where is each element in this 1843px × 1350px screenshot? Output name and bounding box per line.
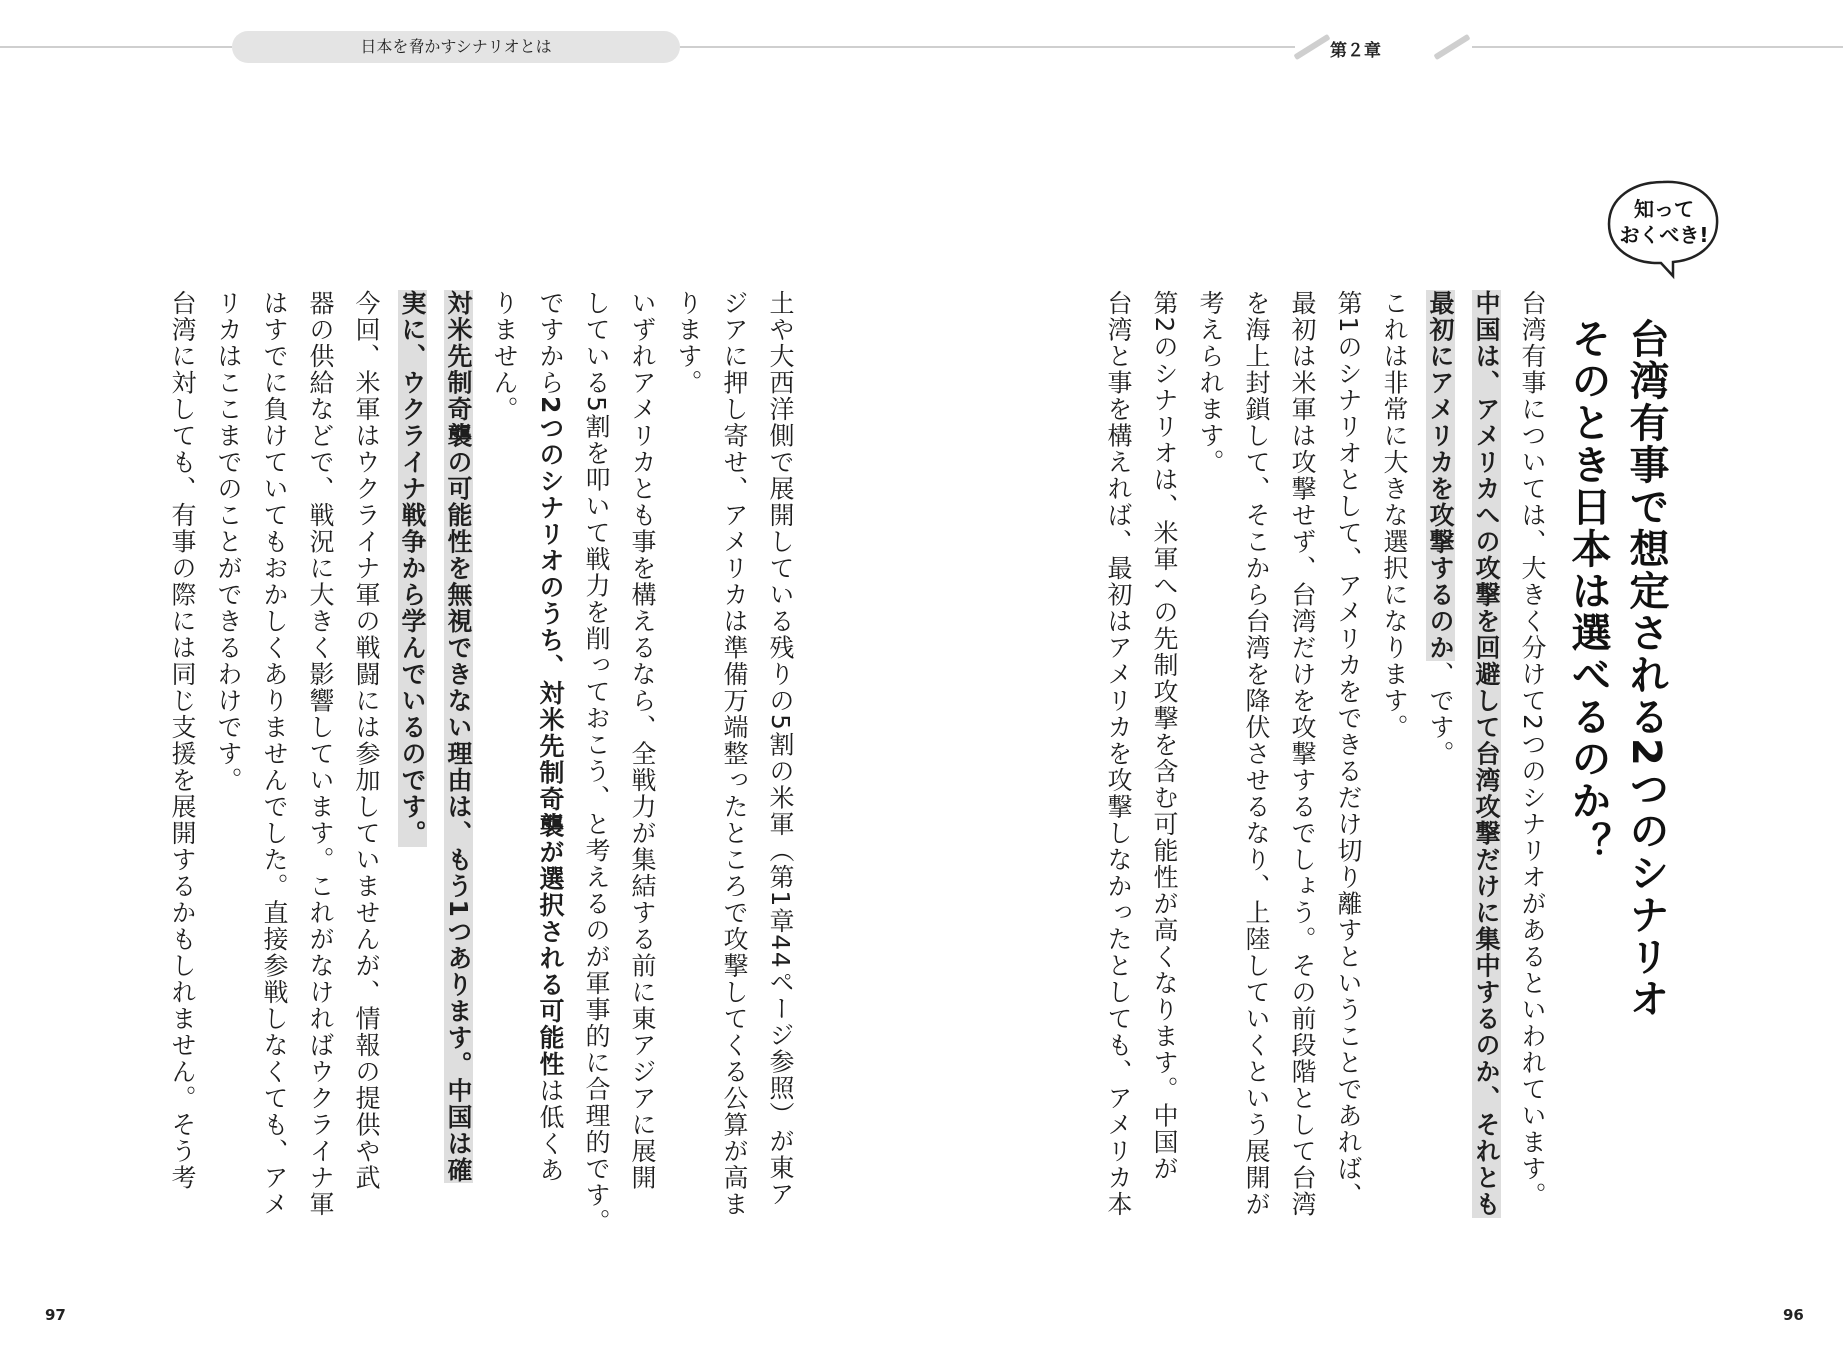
running-header-chapter: 第２章 xyxy=(1330,41,1381,61)
body-text: リカはここまでのことができるわけです。 xyxy=(214,290,243,794)
title-line-1: 台湾有事で想定される2つのシナリオ xyxy=(1623,318,1669,1020)
text-line xyxy=(1509,290,1555,1218)
header-slash-right xyxy=(1433,34,1470,60)
bold-text: 2つのシナリオのうち、対米先制奇襲が選択される可能性 xyxy=(536,396,565,1078)
text-line xyxy=(389,290,435,1235)
header-rule-left xyxy=(0,46,232,48)
highlighted-text: 実に、ウクライナ戦争から学んでいるのです。 xyxy=(398,290,427,847)
title-line-2: そのとき日本は選べるのか？ xyxy=(1565,318,1611,864)
article-title xyxy=(1559,318,1675,1020)
header-slash-left xyxy=(1293,34,1330,60)
body-text: 土や大西洋側で展開している残りの5割の米軍（第1章44ページ参照）が東ア xyxy=(766,290,795,1208)
highlighted-text: 中国は、アメリカへの攻撃を回避して台湾攻撃だけに集中するのか、それとも xyxy=(1472,290,1501,1218)
left-page-body xyxy=(159,290,803,1235)
body-text: ですから xyxy=(536,290,565,396)
text-line xyxy=(1233,290,1279,1218)
body-text: している5割を叩いて戦力を削っておこう、と考えるのが軍事的に合理的です。 xyxy=(582,290,611,1235)
body-text: はすでに負けていてもおかしくありませんでした。直接参戦しなくても、アメ xyxy=(260,290,289,1218)
badge-text xyxy=(1612,196,1716,248)
text-line xyxy=(343,290,389,1235)
header-rule-right xyxy=(1472,46,1843,48)
text-line xyxy=(619,290,665,1235)
text-line xyxy=(527,290,573,1235)
text-line xyxy=(1325,290,1371,1218)
text-line xyxy=(1141,290,1187,1218)
body-text: ジアに押し寄せ、アメリカは準備万端整ったところで攻撃してくる公算が高ま xyxy=(720,290,749,1218)
text-line xyxy=(297,290,343,1235)
body-text: これは非常に大きな選択になります。 xyxy=(1380,290,1409,741)
highlighted-text: 最初にアメリカを攻撃するのか xyxy=(1426,290,1455,661)
text-line xyxy=(251,290,297,1235)
body-text: 台湾有事については、大きく分けて2つのシナリオがあるといわれています。 xyxy=(1518,290,1547,1209)
badge-line-1: 知って xyxy=(1634,197,1694,221)
body-text: 台湾と事を構えれば、最初はアメリカを攻撃しなかったとしても、アメリカ本 xyxy=(1104,290,1133,1218)
page-number-left: 97 xyxy=(45,1306,66,1324)
text-line xyxy=(1187,290,1233,1218)
body-text: 第2のシナリオは、米軍への先制攻撃を含む可能性が高くなります。中国が xyxy=(1150,290,1179,1182)
text-line xyxy=(1279,290,1325,1218)
header-rule-middle xyxy=(680,46,1295,48)
text-line xyxy=(1371,290,1417,1218)
highlighted-text: 対米先制奇襲の可能性を無視できない理由は、もう1つあります。中国は確 xyxy=(444,290,473,1184)
body-text: 最初は米軍は攻撃せず、台湾だけを攻撃するでしょう。その前段階として台湾 xyxy=(1288,290,1317,1218)
text-line xyxy=(1417,290,1463,1218)
body-text: 、です。 xyxy=(1426,661,1455,767)
body-text: を海上封鎖して、そこから台湾を降伏させるなり、上陸していくという展開が xyxy=(1242,290,1271,1218)
body-text: ります。 xyxy=(674,290,703,396)
body-text: いずれアメリカとも事を構えるなら、全戦力が集結する前に東アジアに展開 xyxy=(628,290,657,1191)
body-text: 器の供給などで、戦況に大きく影響しています。これがなければウクライナ軍 xyxy=(306,290,335,1218)
page-number-right: 96 xyxy=(1783,1306,1804,1324)
running-header-section-title: 日本を脅かすシナリオとは xyxy=(232,31,680,63)
body-text: 第1のシナリオとして、アメリカをできるだけ切り離すということであれば、 xyxy=(1334,290,1363,1209)
right-page-body xyxy=(1095,290,1555,1218)
body-text: 今回、米軍はウクライナ軍の戦闘には参加していませんが、情報の提供や武 xyxy=(352,290,381,1191)
text-line xyxy=(757,290,803,1235)
text-line xyxy=(435,290,481,1235)
body-text: 考えられます。 xyxy=(1196,290,1225,476)
text-line xyxy=(481,290,527,1235)
text-line xyxy=(711,290,757,1235)
text-line xyxy=(573,290,619,1235)
text-line xyxy=(159,290,205,1235)
body-text: は低くあ xyxy=(536,1077,565,1184)
body-text: 台湾に対しても、有事の際には同じ支援を展開するかもしれません。そう考 xyxy=(168,290,197,1191)
body-text: りません。 xyxy=(490,290,519,423)
text-line xyxy=(205,290,251,1235)
badge-line-2: おくべき! xyxy=(1619,223,1709,247)
text-line xyxy=(665,290,711,1235)
text-line xyxy=(1095,290,1141,1218)
text-line xyxy=(1463,290,1509,1218)
